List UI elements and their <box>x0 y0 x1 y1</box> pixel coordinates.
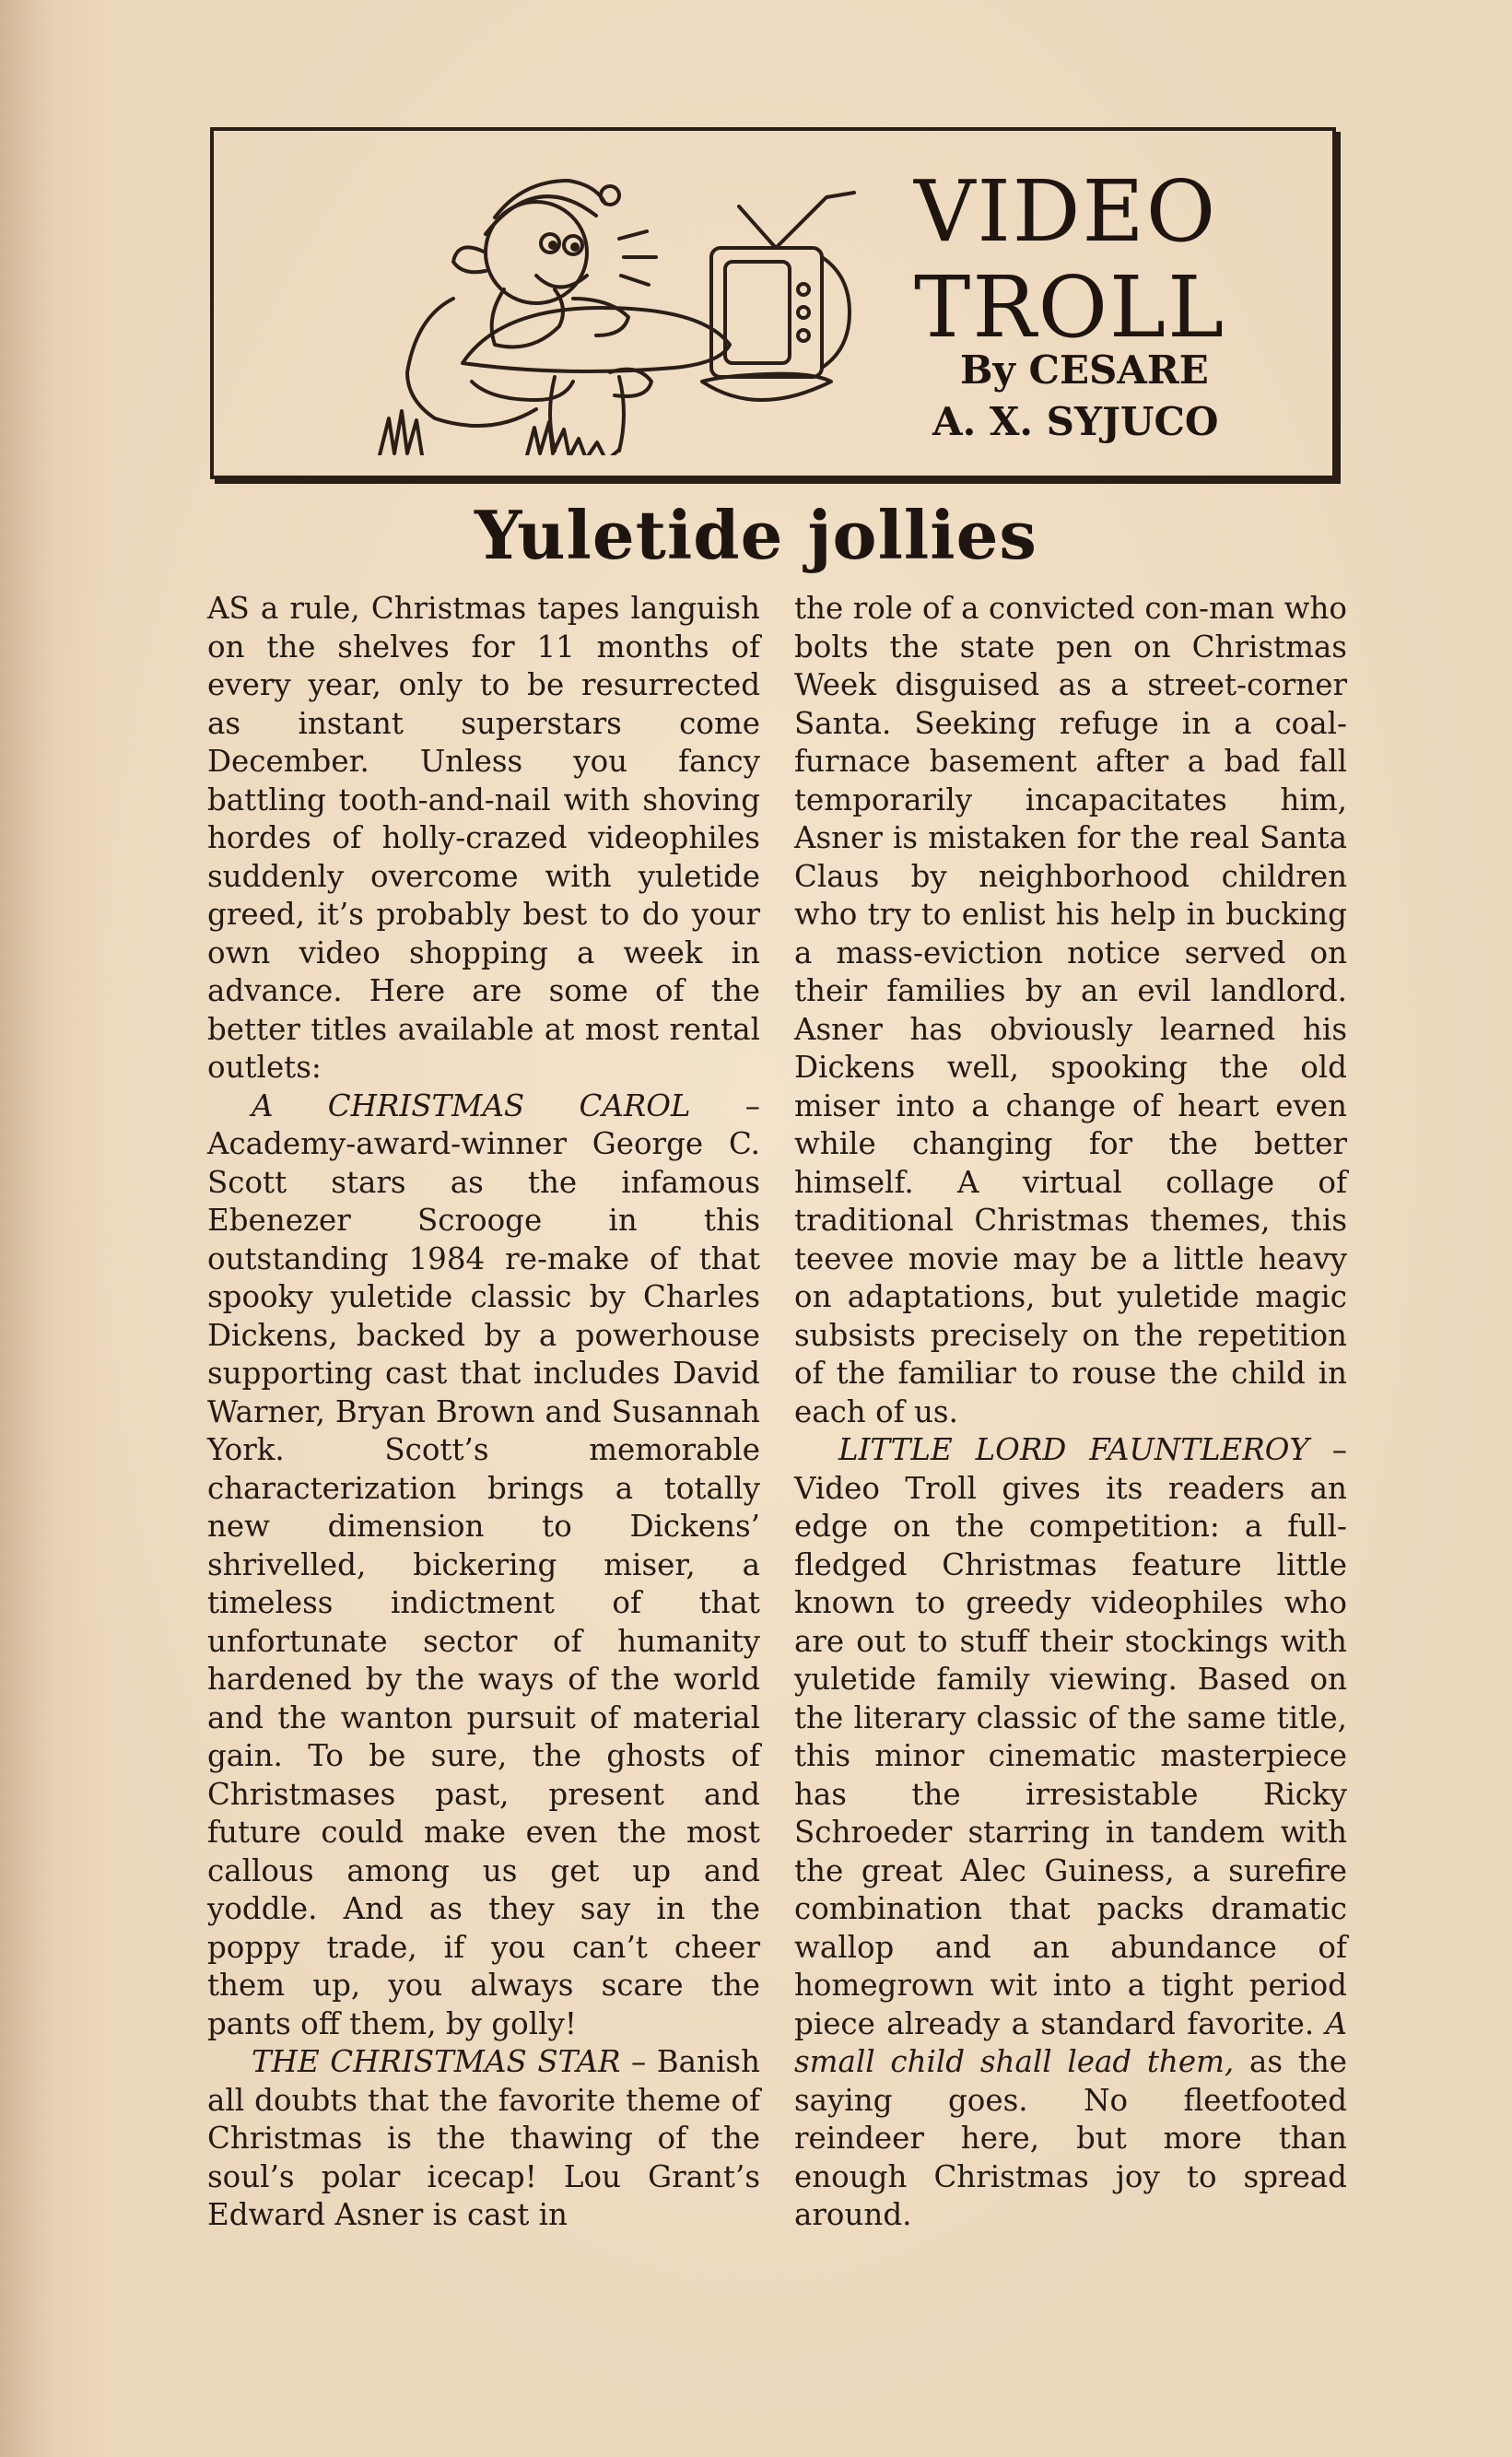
review-dash: – <box>1308 1432 1347 1467</box>
column-title-line-1: VIDEO <box>914 162 1218 261</box>
review-dash: – <box>620 2044 657 2079</box>
review-little-lord-fauntleroy <box>794 1431 1347 2235</box>
review-body: Academy-award-winner George C. Scott stars as the infamous Ebenezer Scrooge in this outstanding 1984 re-make of that spooky yuletide classic by Charles Dickens, backed by a powerhouse supporting cast that includes David Warner, Bryan Brown and Susannah York. Scott’s memorable characterization brings a totally new dimension to Dickens’ shrivelled, bickering miser, a timeless indictment of that unfortunate sector of humanity hardened by the ways of the world and the wanton pursuit of material gain. To be sure, the ghosts of Christmases past, present and future could make even the most callous among us get up and yoddle. And as they say in the poppy trade, if you can’t cheer them up, you always scare the pants off them, by golly! <box>207 1126 760 2041</box>
article-headline: Yuletide jollies <box>475 496 1037 574</box>
review-ending: as the saying goes. No fleetfooted reindeer here, but more than enough Christmas joy to spread around. <box>794 2044 1347 2232</box>
column-title <box>914 164 1319 356</box>
column-title-line-2: TROLL <box>914 258 1226 357</box>
article-column-right <box>794 590 1347 2235</box>
review-dash: – <box>690 1087 760 1123</box>
intro-paragraph: AS a rule, Christmas tapes languish on the shelves for 11 months of every year, only to be resurrected as instant superstars come December. Unless you fancy battling tooth-and-nail with shoving hordes of holly-crazed videophiles suddenly overcome with yuletide greed, it’s probably best to do your own video shopping a week in advance. Here are some of the better titles available at most rental outlets: <box>207 591 760 1085</box>
review-body: Banish all doubts that the favorite theme of Christmas is the thawing of the soul’s polar icecap! Lou Grant’s Edward Asner is cast in <box>207 2044 760 2232</box>
byline <box>932 345 1319 448</box>
review-title: A CHRISTMAS CAROL <box>252 1087 691 1123</box>
byline-line-1: By CESARE <box>960 347 1209 393</box>
review-a-christmas-carol <box>207 1087 760 2044</box>
review-quote: A small child shall lead them, <box>794 2005 1347 2079</box>
column-header-box <box>210 127 1336 479</box>
review-title: THE CHRISTMAS STAR <box>252 2044 621 2079</box>
review-the-christmas-star <box>207 2043 760 2235</box>
review-the-christmas-star-continued: the role of a convicted con-man who bolts the state pen on Christmas Week disguised as a street-corner Santa. Seeking refuge in a coal-furnace basement after a bad fall temporarily incapacitates him, Asner is mistaken for the real Santa Claus by neighborhood children who try to enlist his help in bucking a mass-eviction notice served on their families by an evil landlord. Asner has obviously learned his Dickens well, spooking the old miser into a change of heart even while changing for the better himself. A virtual collage of traditional Christmas themes, this teevee movie may be a little heavy on adaptations, but yuletide magic subsists precisely on the repetition of the familiar to rouse the child in each of us. <box>794 591 1347 1429</box>
byline-line-2: A. X. SYJUCO <box>932 399 1219 444</box>
article-column-left <box>207 590 760 2235</box>
review-title: LITTLE LORD FAUNTLEROY <box>838 1432 1309 1467</box>
review-body: Video Troll gives its readers an edge on the competition: a full-fledged Christmas feature little known to greedy videophiles who are out to stuff their stockings with yuletide family viewing. Based on the literary classic of the same title, this minor cinematic masterpiece has the irresistable Ricky Schroeder starring in tandem with the great Alec Guiness, a surefire combination that packs dramatic wallop and an abundance of homegrown wit into a tight period piece already a standard favorite. <box>794 1470 1347 2041</box>
